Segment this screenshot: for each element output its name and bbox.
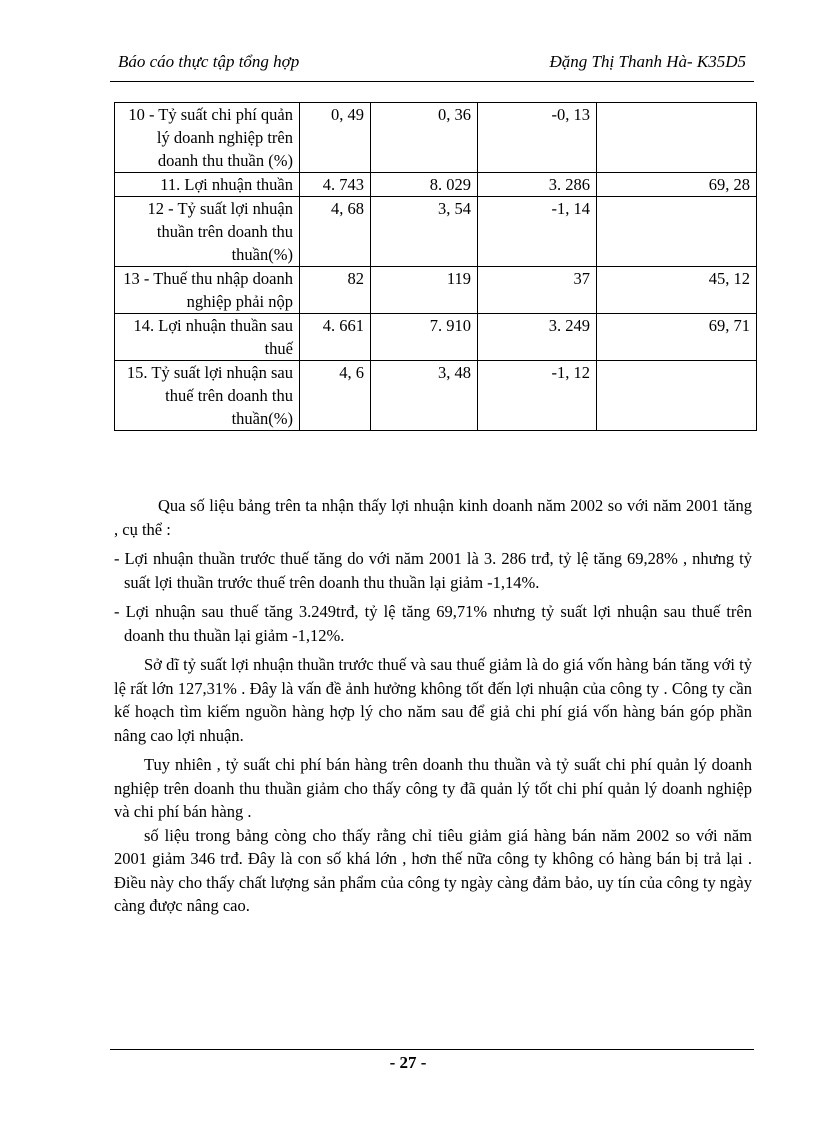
cell-2002: 8. 029 (371, 173, 478, 197)
cell-2001: 4. 743 (300, 173, 371, 197)
cell-2002: 119 (371, 267, 478, 314)
cell-difference: -1, 14 (478, 197, 597, 267)
table-row (115, 361, 757, 431)
page-header (110, 52, 754, 82)
row-label: 14. Lợi nhuận thuần sau thuế (115, 314, 300, 361)
row-label: 15. Tỷ suất lợi nhuận sau thuế trên doanh thu thuần(%) (115, 361, 300, 431)
cell-percent: 69, 28 (597, 173, 757, 197)
footer-divider (110, 1049, 754, 1050)
header-author: Đặng Thị Thanh Hà- K35D5 (549, 52, 746, 71)
paragraph-discounts: số liệu trong bảng còng cho thấy rằng chỉ tiêu giảm giá hàng bán năm 2002 so với năm 2001 giảm 346 trđ. Đây là con số khá lớn , hơn thế nữa công ty không có hàng bán bị trả lại . Điều này cho thấy chất lượng sản phẩm của công ty ngày càng đảm bảo, uy tín của công ty ngày càng được nâng cao. (114, 825, 752, 915)
cell-2001: 0, 49 (300, 103, 371, 173)
paragraph-net-profit: - Lợi nhuận thuần trước thuế tăng do với năm 2001 là 3. 286 trđ, tỷ lệ tăng 69,28% , nhưng tỷ suất lợi thuần trước thuế trên doanh thu thuần lại giảm -1,14%. (114, 549, 752, 592)
cell-2002: 0, 36 (371, 103, 478, 173)
table-row (115, 103, 757, 173)
paragraph-intro: Qua số liệu bảng trên ta nhận thấy lợi nhuận kinh doanh năm 2002 so với năm 2001 tăng , cụ thể : (114, 496, 752, 539)
profit-table (114, 102, 757, 431)
cell-difference: 37 (478, 267, 597, 314)
row-label: 13 - Thuế thu nhập doanh nghiệp phải nộp (115, 267, 300, 314)
cell-2001: 4, 6 (300, 361, 371, 431)
row-label: 10 - Tỷ suất chi phí quản lý doanh nghiệp trên doanh thu thuần (%) (115, 103, 300, 173)
cell-percent: 69, 71 (597, 314, 757, 361)
analysis-text (114, 494, 752, 918)
cell-difference: -0, 13 (478, 103, 597, 173)
header-divider (110, 81, 754, 82)
table-row (115, 197, 757, 267)
paragraph-cogs: Sở dĩ tỷ suất lợi nhuận thuần trước thuế và sau thuế giảm là do giá vốn hàng bán tăng với tỷ lệ rất lớn 127,31% . Đây là vấn đề ảnh hưởng không tốt đến lợi nhuận của công ty . Công ty cần kế hoạch tìm kiếm nguồn hàng hợp lý cho năm sau để giả chi phí giá vốn hàng bán góp phần nâng cao lợi nhuận. (114, 655, 752, 745)
page-number: - 27 - (389, 1053, 427, 1072)
cell-2002: 7. 910 (371, 314, 478, 361)
table-row (115, 314, 757, 361)
cell-2002: 3, 48 (371, 361, 478, 431)
cell-2001: 82 (300, 267, 371, 314)
cell-percent (597, 197, 757, 267)
table-row (115, 267, 757, 314)
cell-difference: -1, 12 (478, 361, 597, 431)
cell-percent (597, 361, 757, 431)
cell-difference: 3. 286 (478, 173, 597, 197)
cell-2002: 3, 54 (371, 197, 478, 267)
paragraph-after-tax: - Lợi nhuận sau thuế tăng 3.249trđ, tỷ lệ tăng 69,71% nhưng tỷ suất lợi nhuận sau thuế trên doanh thu thuần lại giảm -1,12%. (114, 602, 752, 645)
cell-2001: 4, 68 (300, 197, 371, 267)
paragraph-expenses: Tuy nhiên , tỷ suất chi phí bán hàng trên doanh thu thuần và tỷ suất chi phí quản lý doanh nghiệp trên doanh thu thuần giảm cho thấy công ty đã quản lý tốt chi phí quản lý doanh nghiệp và chi phí bán hàng . (114, 755, 752, 821)
header-report-title: Báo cáo thực tập tổng hợp (118, 52, 300, 71)
row-label: 11. Lợi nhuận thuần (115, 173, 300, 197)
row-label: 12 - Tỷ suất lợi nhuận thuần trên doanh thu thuần(%) (115, 197, 300, 267)
cell-percent (597, 103, 757, 173)
cell-percent: 45, 12 (597, 267, 757, 314)
cell-difference: 3. 249 (478, 314, 597, 361)
table-row (115, 173, 757, 197)
cell-2001: 4. 661 (300, 314, 371, 361)
